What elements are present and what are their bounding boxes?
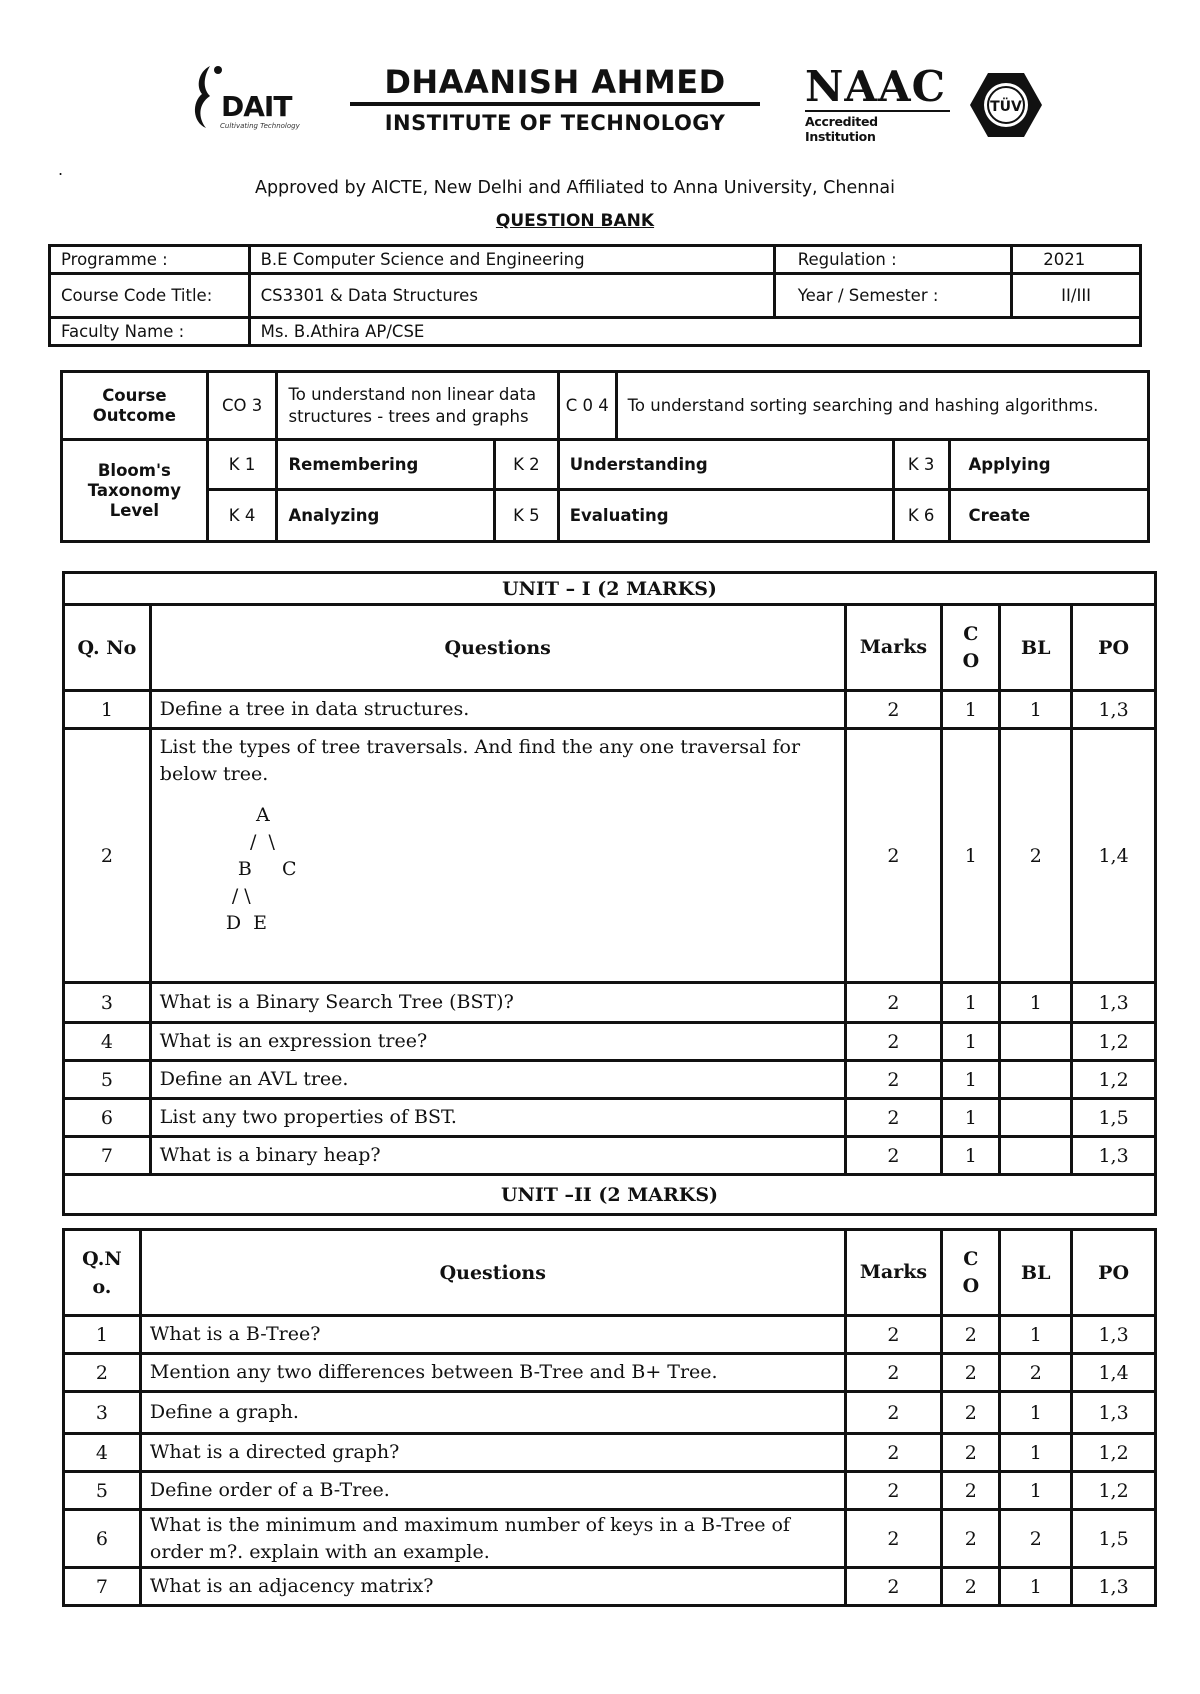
question-number: 3 bbox=[64, 1392, 141, 1434]
question-number: 7 bbox=[64, 1137, 151, 1175]
table-row bbox=[64, 1099, 1156, 1137]
question-text: Define order of a B-Tree. bbox=[140, 1472, 845, 1510]
year-label: Year / Semester : bbox=[774, 274, 1011, 318]
table-row bbox=[64, 729, 1156, 983]
table-row bbox=[64, 1137, 1156, 1175]
question-number: 4 bbox=[64, 1023, 151, 1061]
dait-tagline: Cultivating Technology bbox=[220, 122, 300, 130]
po-value: 1,5 bbox=[1072, 1510, 1156, 1568]
marks-value: 2 bbox=[845, 1434, 942, 1472]
co-value: 2 bbox=[942, 1354, 1000, 1392]
question-number: 1 bbox=[64, 691, 151, 729]
marks-value: 2 bbox=[845, 729, 942, 983]
table-row bbox=[64, 1354, 1156, 1392]
bl-value bbox=[1000, 1023, 1072, 1061]
dait-text: DAIT bbox=[221, 90, 292, 123]
po-value: 1,2 bbox=[1072, 1023, 1156, 1061]
tree-diagram: A / \ B C / \ D E bbox=[225, 804, 297, 934]
k6-code: K 6 bbox=[893, 490, 949, 542]
table-row bbox=[64, 1568, 1156, 1606]
naac-sub: Accredited Institution bbox=[805, 110, 950, 144]
question-number: 4 bbox=[64, 1434, 141, 1472]
unit1-header-bl: BL bbox=[1000, 605, 1072, 691]
marks-value: 2 bbox=[845, 1392, 942, 1434]
bl-value bbox=[1000, 1061, 1072, 1099]
bl-value: 2 bbox=[1000, 1510, 1072, 1568]
regulation-label: Regulation : bbox=[774, 246, 1011, 274]
marks-value: 2 bbox=[845, 1061, 942, 1099]
po-value: 1,2 bbox=[1072, 1472, 1156, 1510]
dait-logo bbox=[188, 62, 313, 140]
po-value: 1,4 bbox=[1072, 1354, 1156, 1392]
table-row bbox=[64, 691, 1156, 729]
table-row bbox=[64, 1316, 1156, 1354]
bl-value bbox=[1000, 1137, 1072, 1175]
question-number: 2 bbox=[64, 1354, 141, 1392]
bl-value bbox=[1000, 1099, 1072, 1137]
bl-value: 1 bbox=[1000, 1472, 1072, 1510]
course-info-table bbox=[48, 244, 1142, 347]
k1-name: Remembering bbox=[277, 440, 495, 490]
question-number: 2 bbox=[64, 729, 151, 983]
question-text: List any two properties of BST. bbox=[150, 1099, 845, 1137]
co3-text: To understand non linear data structures - trees and graphs bbox=[277, 372, 558, 440]
unit2-header-co: CO bbox=[942, 1230, 1000, 1316]
unit2-header-po: PO bbox=[1072, 1230, 1156, 1316]
question-text: What is a binary heap? bbox=[150, 1137, 845, 1175]
stray-dot: . bbox=[58, 160, 64, 179]
question-text: Define a graph. bbox=[140, 1392, 845, 1434]
unit2-header-qno: Q.No. bbox=[64, 1230, 141, 1316]
programme-label: Programme : bbox=[50, 246, 250, 274]
po-value: 1,3 bbox=[1072, 1392, 1156, 1434]
bloom-level-label: Bloom's Taxonomy Level bbox=[62, 440, 208, 542]
institute-name bbox=[350, 64, 760, 136]
co-value: 2 bbox=[942, 1472, 1000, 1510]
question-text-line: List the types of tree traversals. And find the any one traversal for below tree. bbox=[159, 736, 801, 785]
co4-text: To understand sorting searching and hashing algorithms. bbox=[616, 372, 1148, 440]
marks-value: 2 bbox=[845, 1354, 942, 1392]
institute-line2: INSTITUTE OF TECHNOLOGY bbox=[384, 111, 726, 135]
bl-value: 1 bbox=[1000, 983, 1072, 1023]
unit1-header-questions: Questions bbox=[150, 605, 845, 691]
marks-value: 2 bbox=[845, 1316, 942, 1354]
co4-code: C 0 4 bbox=[558, 372, 616, 440]
naac-logo bbox=[805, 62, 950, 144]
unit2-header-bl: BL bbox=[1000, 1230, 1072, 1316]
table-row bbox=[64, 1061, 1156, 1099]
marks-value: 2 bbox=[845, 1137, 942, 1175]
marks-value: 2 bbox=[845, 1568, 942, 1606]
question-text: What is an adjacency matrix? bbox=[140, 1568, 845, 1606]
year-value: II/III bbox=[1012, 274, 1141, 318]
question-text: What is a directed graph? bbox=[140, 1434, 845, 1472]
k4-code: K 4 bbox=[207, 490, 277, 542]
marks-value: 2 bbox=[845, 983, 942, 1023]
tuv-text: TÜV bbox=[990, 99, 1022, 115]
question-number: 5 bbox=[64, 1472, 141, 1510]
tuv-logo bbox=[968, 70, 1044, 140]
po-value: 1,3 bbox=[1072, 1137, 1156, 1175]
question-text: What is the minimum and maximum number of keys in a B-Tree of order m?. explain with an example. bbox=[140, 1510, 845, 1568]
k3-code: K 3 bbox=[893, 440, 949, 490]
institute-line1: DHAANISH AHMED bbox=[384, 63, 726, 101]
tuv-badge-icon bbox=[968, 70, 1044, 140]
question-text: Mention any two differences between B-Tree and B+ Tree. bbox=[140, 1354, 845, 1392]
question-text: What is an expression tree? bbox=[150, 1023, 845, 1061]
k5-name: Evaluating bbox=[558, 490, 893, 542]
co-value: 1 bbox=[942, 691, 1000, 729]
co-value: 1 bbox=[942, 1137, 1000, 1175]
co-value: 2 bbox=[942, 1568, 1000, 1606]
co-value: 1 bbox=[942, 1023, 1000, 1061]
bl-value: 2 bbox=[1000, 1354, 1072, 1392]
k3-name: Applying bbox=[949, 440, 1149, 490]
co-value: 1 bbox=[942, 983, 1000, 1023]
k2-name: Understanding bbox=[558, 440, 893, 490]
unit1-title: UNIT – I (2 MARKS) bbox=[64, 573, 1156, 605]
course-label: Course Code Title: bbox=[50, 274, 250, 318]
faculty-label: Faculty Name : bbox=[50, 318, 250, 346]
marks-value: 2 bbox=[845, 1510, 942, 1568]
unit2-table bbox=[62, 1228, 1157, 1607]
co3-code: CO 3 bbox=[207, 372, 277, 440]
unit1-table bbox=[62, 571, 1157, 1216]
question-text: Define a tree in data structures. bbox=[150, 691, 845, 729]
table-row bbox=[64, 983, 1156, 1023]
po-value: 1,3 bbox=[1072, 983, 1156, 1023]
bl-value: 1 bbox=[1000, 1392, 1072, 1434]
programme-value: B.E Computer Science and Engineering bbox=[249, 246, 774, 274]
po-value: 1,2 bbox=[1072, 1434, 1156, 1472]
document-title: QUESTION BANK bbox=[495, 211, 655, 231]
po-value: 1,2 bbox=[1072, 1061, 1156, 1099]
table-row bbox=[64, 1023, 1156, 1061]
unit1-header-qno: Q. No bbox=[64, 605, 151, 691]
bl-value: 2 bbox=[1000, 729, 1072, 983]
table-row bbox=[64, 1510, 1156, 1568]
question-number: 1 bbox=[64, 1316, 141, 1354]
bl-value: 1 bbox=[1000, 1316, 1072, 1354]
question-number: 5 bbox=[64, 1061, 151, 1099]
co-value: 2 bbox=[942, 1392, 1000, 1434]
k2-code: K 2 bbox=[495, 440, 559, 490]
question-text: What is a Binary Search Tree (BST)? bbox=[150, 983, 845, 1023]
course-value: CS3301 & Data Structures bbox=[249, 274, 774, 318]
bl-value: 1 bbox=[1000, 1568, 1072, 1606]
naac-word: NAAC bbox=[805, 62, 946, 111]
table-row bbox=[64, 1434, 1156, 1472]
question-text: What is a B-Tree? bbox=[140, 1316, 845, 1354]
co-value: 1 bbox=[942, 729, 1000, 983]
course-outcome-label: Course Outcome bbox=[62, 372, 208, 440]
question-number: 6 bbox=[64, 1510, 141, 1568]
bl-value: 1 bbox=[1000, 1434, 1072, 1472]
co-value: 1 bbox=[942, 1099, 1000, 1137]
k1-code: K 1 bbox=[207, 440, 277, 490]
unit2-header-marks: Marks bbox=[845, 1230, 942, 1316]
question-text bbox=[150, 729, 845, 983]
question-number: 3 bbox=[64, 983, 151, 1023]
course-outcome-table bbox=[60, 370, 1150, 543]
k6-name: Create bbox=[949, 490, 1149, 542]
unit1-header-marks: Marks bbox=[845, 605, 942, 691]
question-number: 6 bbox=[64, 1099, 151, 1137]
table-row bbox=[64, 1472, 1156, 1510]
co-value: 2 bbox=[942, 1434, 1000, 1472]
co-value: 2 bbox=[942, 1510, 1000, 1568]
k5-code: K 5 bbox=[495, 490, 559, 542]
po-value: 1,4 bbox=[1072, 729, 1156, 983]
unit2-title: UNIT –II (2 MARKS) bbox=[64, 1175, 1156, 1215]
po-value: 1,3 bbox=[1072, 1568, 1156, 1606]
marks-value: 2 bbox=[845, 1472, 942, 1510]
marks-value: 2 bbox=[845, 691, 942, 729]
po-value: 1,5 bbox=[1072, 1099, 1156, 1137]
marks-value: 2 bbox=[845, 1099, 942, 1137]
unit1-header-co: CO bbox=[942, 605, 1000, 691]
co-value: 1 bbox=[942, 1061, 1000, 1099]
question-number: 7 bbox=[64, 1568, 141, 1606]
marks-value: 2 bbox=[845, 1023, 942, 1061]
unit1-header-po: PO bbox=[1072, 605, 1156, 691]
question-text: Define an AVL tree. bbox=[150, 1061, 845, 1099]
po-value: 1,3 bbox=[1072, 691, 1156, 729]
approval-line: Approved by AICTE, New Delhi and Affiliated to Anna University, Chennai bbox=[254, 178, 896, 198]
co-value: 2 bbox=[942, 1316, 1000, 1354]
bl-value: 1 bbox=[1000, 691, 1072, 729]
k4-name: Analyzing bbox=[277, 490, 495, 542]
faculty-value: Ms. B.Athira AP/CSE bbox=[249, 318, 1140, 346]
po-value: 1,3 bbox=[1072, 1316, 1156, 1354]
unit2-header-questions: Questions bbox=[140, 1230, 845, 1316]
institute-divider bbox=[350, 102, 760, 106]
regulation-value: 2021 bbox=[1012, 246, 1141, 274]
table-row bbox=[64, 1392, 1156, 1434]
